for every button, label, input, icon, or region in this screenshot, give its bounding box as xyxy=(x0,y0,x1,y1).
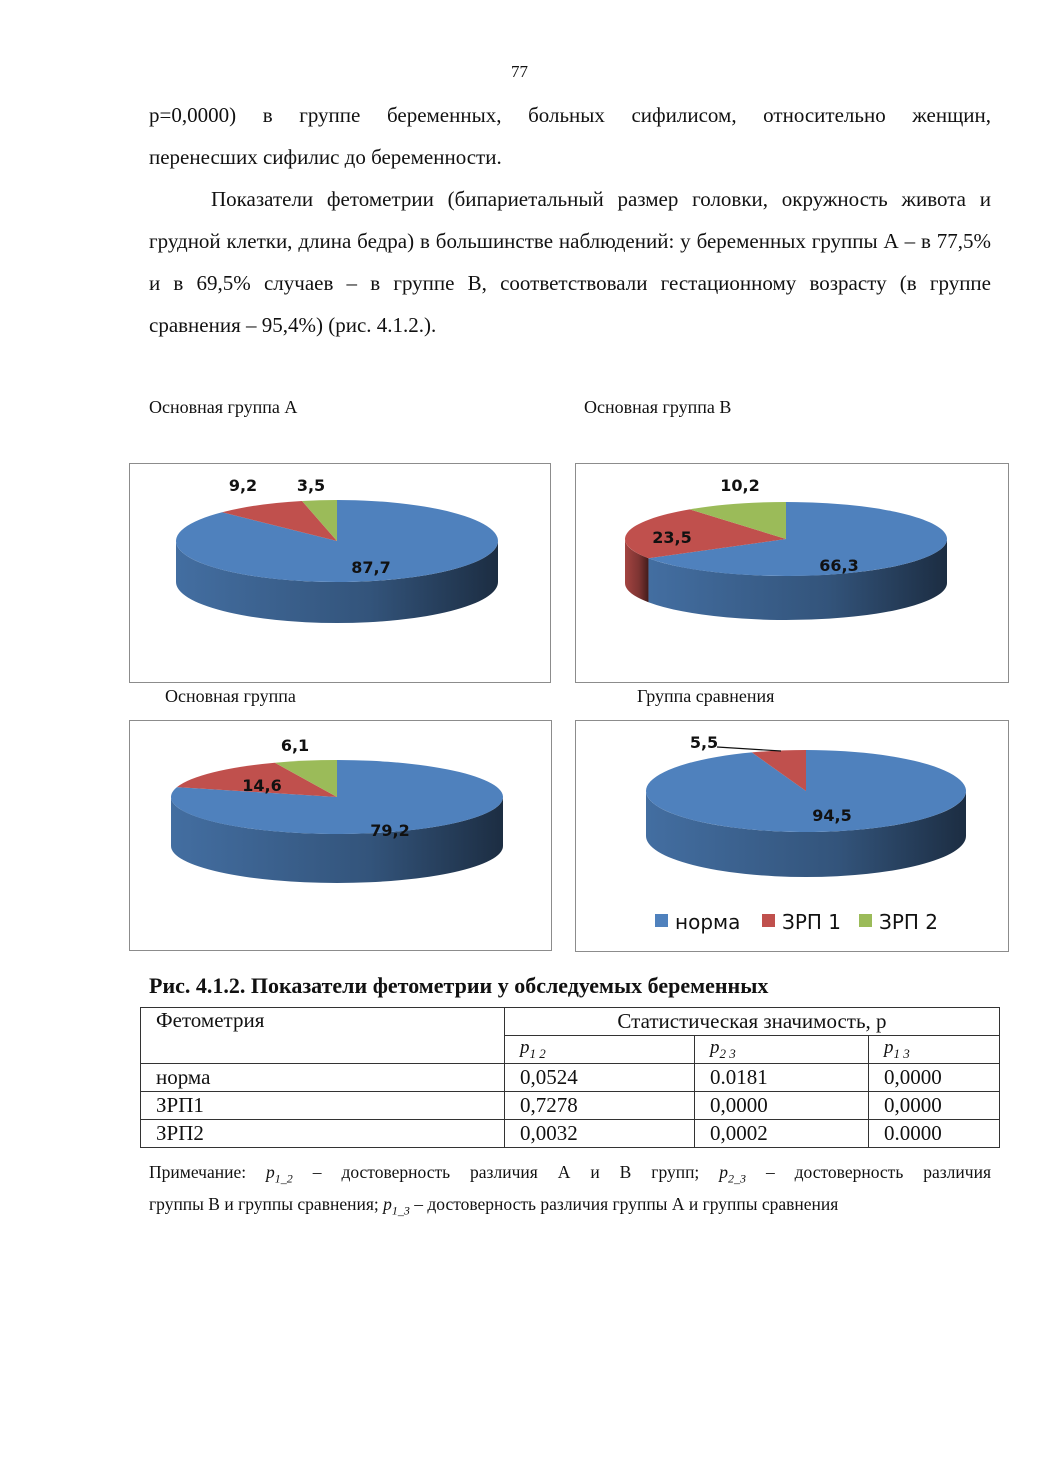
pie-chart-svg xyxy=(576,464,1008,682)
pie-chart-svg xyxy=(130,464,550,682)
table-cell: 0,0002 xyxy=(695,1120,869,1148)
data-label: 79,2 xyxy=(370,821,410,840)
pie-chart-group-a xyxy=(129,463,551,683)
data-label: 66,3 xyxy=(819,556,859,575)
legend-swatch xyxy=(859,914,872,927)
table-cell: 0,0032 xyxy=(505,1120,695,1148)
table-subheader: $p_{2 3}$ xyxy=(695,1036,869,1064)
note-line: группы В и группы сравнения; $p_{1\_3}$ – достоверность различия группы А и группы сравнения xyxy=(149,1193,839,1217)
chart-title-comparison-group: Группа сравнения xyxy=(637,686,775,706)
table-header-fetometry: Фетометрия xyxy=(141,1008,505,1064)
chart-title-group-b: Основная группа В xyxy=(584,397,732,417)
table-header-significance: Статистическая значимость, p xyxy=(505,1008,1000,1036)
chart-title-group-a: Основная группа А xyxy=(149,397,298,417)
table-row xyxy=(141,1064,1000,1092)
pie-chart-group-b xyxy=(575,463,1009,683)
paragraph-line: p=0,0000) в группе беременных, больных сифилисом, относительно женщин, xyxy=(149,103,991,127)
data-label: 3,5 xyxy=(296,476,326,495)
table-row xyxy=(141,1092,1000,1120)
legend-swatch xyxy=(655,914,668,927)
table-subheader: $p_{1 2}$ xyxy=(505,1036,695,1064)
statistics-table xyxy=(140,1007,1000,1148)
paragraph-continuation xyxy=(149,94,991,178)
paragraph-line: перенесших сифилис до беременности. xyxy=(149,145,502,169)
note-line: Примечание: $p_{1\_2}$ – достоверность различия А и В групп; $p_{2\_3}$ – достоверность различия xyxy=(149,1162,991,1186)
data-label: 6,1 xyxy=(280,736,310,755)
pie-chart-svg xyxy=(576,721,1008,951)
table-cell: 0.0181 xyxy=(695,1064,869,1092)
table-cell: норма xyxy=(141,1064,505,1092)
data-label: 9,2 xyxy=(228,476,258,495)
legend-swatch xyxy=(762,914,775,927)
table-cell: ЗРП1 xyxy=(141,1092,505,1120)
table-row xyxy=(141,1120,1000,1148)
leader-line xyxy=(717,747,781,751)
table-cell: 0.0000 xyxy=(869,1120,1000,1148)
paragraph-fetometry: Показатели фетометрии (бипариетальный размер головки, окружность живота и грудной клетки, длина бедра) в большинстве наблюдений: у беременных группы А – в 77,5% и в 69,5% случаев – в группе В, соответствовали гестационному возрасту (в группе сравнения – 95,4%) (рис. 4.1.2.). xyxy=(149,187,991,337)
pie-chart-main-group xyxy=(129,720,552,951)
table-note xyxy=(149,1160,991,1223)
legend-label: ЗРП 2 xyxy=(879,910,939,934)
pie-chart-svg xyxy=(130,721,551,950)
legend-label: ЗРП 1 xyxy=(782,910,842,934)
table-cell: ЗРП2 xyxy=(141,1120,505,1148)
pie-chart-comparison-group xyxy=(575,720,1009,952)
data-label: 5,5 xyxy=(689,733,719,752)
data-label: 94,5 xyxy=(812,806,852,825)
chart-title-main-group: Основная группа xyxy=(165,686,296,706)
data-label: 87,7 xyxy=(351,558,391,577)
figure-caption: Рис. 4.1.2. Показатели фетометрии у обследуемых беременных xyxy=(149,973,769,998)
table-subheader: $p_{1 3}$ xyxy=(869,1036,1000,1064)
table-cell: 0,0000 xyxy=(695,1092,869,1120)
legend-label: норма xyxy=(675,910,741,934)
table-cell: 0,0000 xyxy=(869,1092,1000,1120)
data-label: 10,2 xyxy=(720,476,760,495)
page-number: 77 xyxy=(511,62,528,81)
data-label: 14,6 xyxy=(242,776,282,795)
table-cell: 0,0524 xyxy=(505,1064,695,1092)
data-label: 23,5 xyxy=(652,528,692,547)
table-cell: 0,7278 xyxy=(505,1092,695,1120)
table-cell: 0,0000 xyxy=(869,1064,1000,1092)
